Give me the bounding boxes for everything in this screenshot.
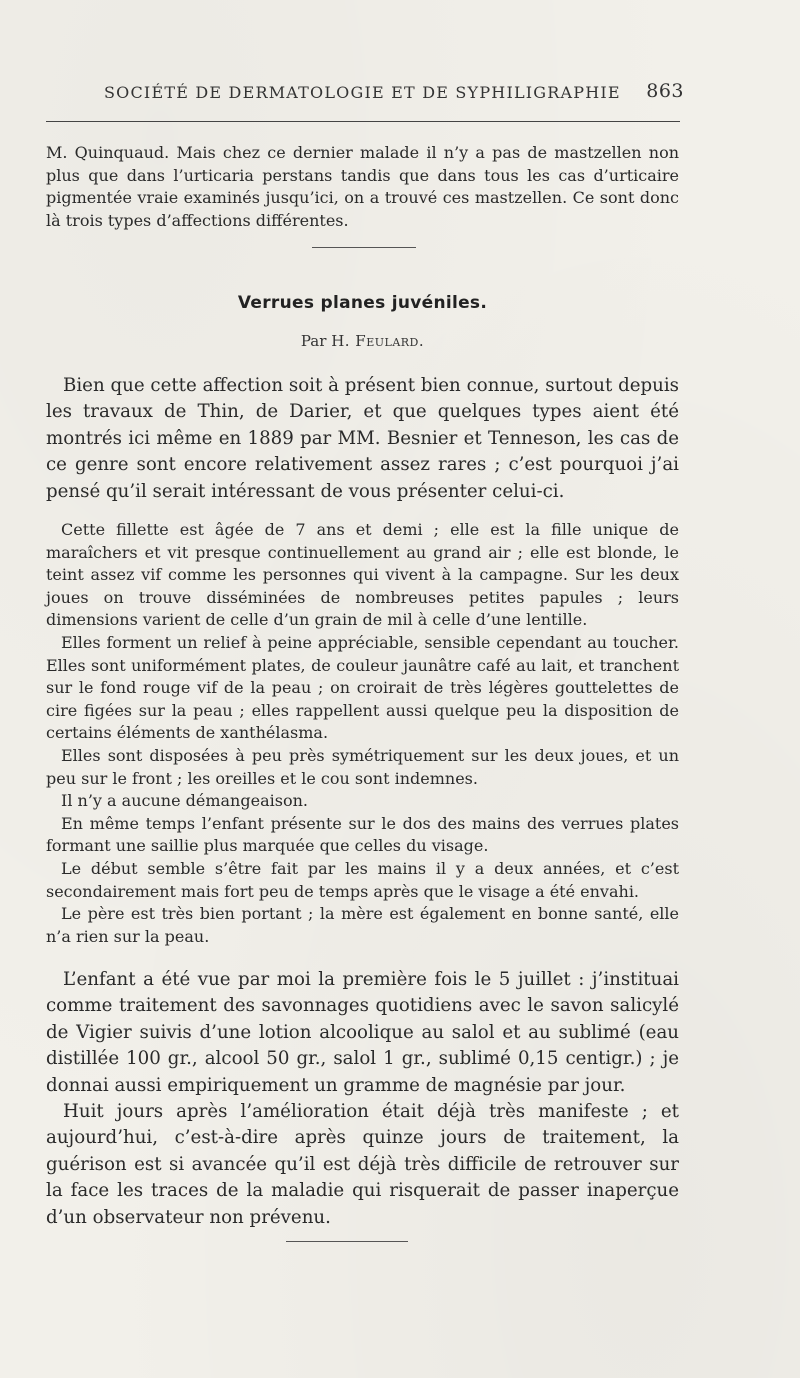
byline xyxy=(46,332,679,350)
case-paragraph: Le père est très bien portant ; la mère est également en bonne santé, elle n’a rien sur la peau. xyxy=(46,904,679,946)
end-divider xyxy=(286,1241,408,1242)
intro-paragraph: M. Quinquaud. Mais chez ce dernier malade il n’y a pas de mastzellen non plus que dans l’urticaria perstans tandis que dans tous les cas d’urticaire pigmentée vraie examinés jusqu’ici, on a trouvé ces mastzellen. Ce sont donc là trois types d’affections différentes. xyxy=(46,143,679,230)
byline-prefix: Par xyxy=(300,332,327,350)
case-paragraph: En même temps l’enfant présente sur le dos des mains des verrues plates formant une saillie plus marquée que celles du visage. xyxy=(46,813,679,856)
running-header xyxy=(104,80,684,113)
case-paragraph: Elles sont disposées à peu près symétriquement sur les deux joues, et un peu sur le front ; les oreilles et le cou sont indemnes. xyxy=(46,745,679,788)
treatment-section xyxy=(46,967,679,1231)
case-description xyxy=(46,519,679,948)
lead-paragraph: Bien que cette affection soit à présent bien connue, surtout depuis les travaux de Thin, de Darier, et que quelques types aient été montrés ici même en 1889 par MM. Besnier et Tenneson, les cas de ce genre sont encore relativement assez rares ; c’est pourquoi j’ai pensé qu’il serait intéressant de vous présenter celui-ci. xyxy=(46,375,679,502)
article-title: Verrues planes juvéniles. xyxy=(237,293,488,313)
page-number: 863 xyxy=(646,80,684,102)
treatment-paragraph: L’enfant a été vue par moi la première fois le 5 juillet : j’instituai comme traitement des savonnages quotidiens avec le savon salicylé de Vigier suivis d’une lotion alcoolique au salol et au sublimé (eau distillée 100 gr., alcool 50 gr., salol 1 gr., sublimé 0,15 centigr.) ; je donnai aussi empiriquement un gramme de magnésie par jour. xyxy=(46,969,679,1096)
author-name: H. Feulard. xyxy=(331,332,425,350)
case-paragraph: Il n’y a aucune démangeaison. xyxy=(61,791,308,811)
case-paragraph: Cette fillette est âgée de 7 ans et demi ; elle est la fille unique de maraîchers et vit presque continuellement au grand air ; elle est blonde, le teint assez vif comme les personnes qui vivent à la campagne. Sur les deux joues on trouve disséminées de nombreuses petites papules ; leurs dimensions varient de celle d’un grain de mil à celle d’une lentille. xyxy=(46,520,679,630)
section-divider xyxy=(312,247,416,248)
case-paragraph: Le début semble s’être fait par les mains il y a deux années, et c’est secondairement mais fort peu de temps après que le visage a été envahi. xyxy=(46,858,679,901)
treatment-paragraph: Huit jours après l’amélioration était déjà très manifeste ; et aujourd’hui, c’est-à-dire après quinze jours de traitement, la guérison est si avancée qu’il est déjà très difficile de retrouver sur la face les traces de la maladie qui risquerait de passer inaperçue d’un observateur non prévenu. xyxy=(46,1101,679,1228)
running-title: SOCIÉTÉ DE DERMATOLOGIE ET DE SYPHILIGRAPHIE xyxy=(104,83,621,102)
header-rule xyxy=(46,121,680,122)
case-paragraph: Elles forment un relief à peine appréciable, sensible cependant au toucher. Elles sont uniformément plates, de couleur jaunâtre café au lait, et tranchent sur le fond rouge vif de la peau ; on croirait de très légères gouttelettes de cire figées sur la peau ; elles rappellent aussi quelque peu la disposition de certains éléments de xanthélasma. xyxy=(46,632,679,743)
